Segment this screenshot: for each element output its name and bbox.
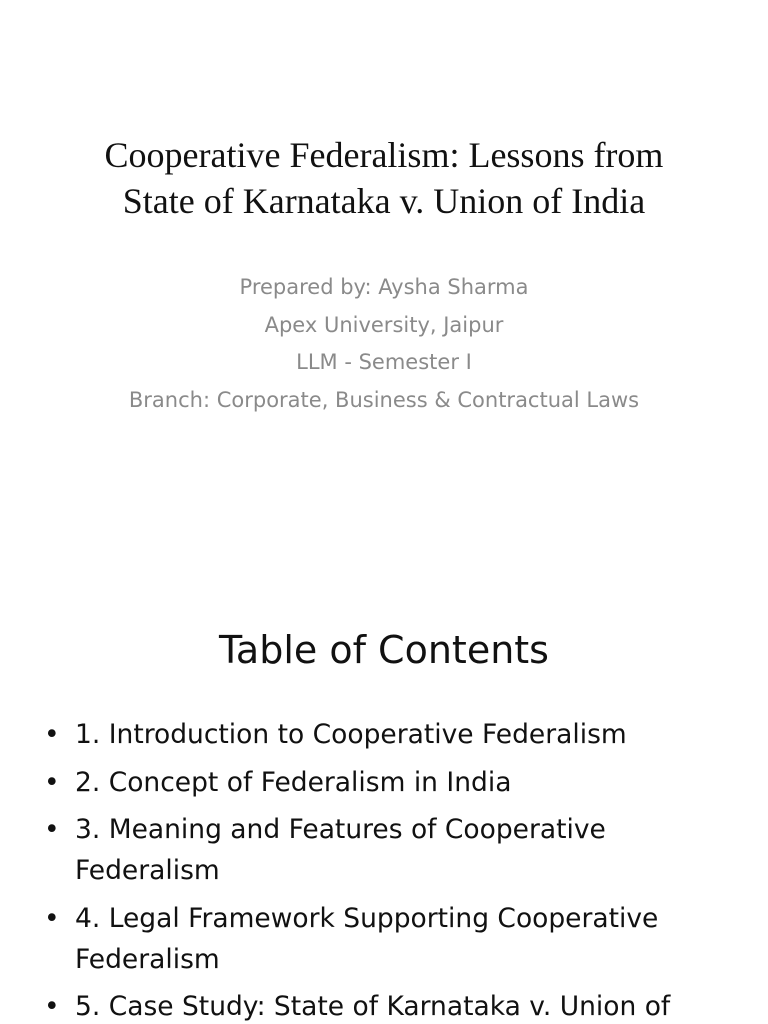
bullet-icon: • — [44, 814, 60, 845]
slide-title-line: Cooperative Federalism: Lessons from — [104, 135, 664, 175]
toc-item-text: 2. Concept of Federalism in India — [75, 766, 512, 798]
bullet-icon: • — [44, 991, 60, 1022]
toc-item — [40, 809, 730, 891]
program-line: LLM - Semester I — [296, 350, 472, 374]
branch-line: Branch: Corporate, Business & Contractual Laws — [128, 387, 640, 412]
bullet-icon: • — [44, 766, 60, 798]
toc-item — [40, 762, 730, 803]
author-line: Prepared by: Aysha Sharma — [239, 275, 529, 299]
toc-heading: Table of Contents — [219, 628, 549, 672]
toc-item-text: 3. Meaning and Features of Cooperative Federalism — [75, 814, 606, 886]
toc-slide — [0, 576, 768, 1024]
toc-item-text: 1. Introduction to Cooperative Federalism — [75, 719, 627, 750]
toc-item — [40, 714, 730, 755]
slide-title-line: State of Karnataka v. Union of India — [122, 181, 646, 221]
university-line: Apex University, Jaipur — [264, 312, 504, 337]
bullet-icon: • — [44, 719, 60, 750]
toc-item — [40, 986, 730, 1024]
toc-list — [40, 714, 730, 1024]
toc-item-text: 4. Legal Framework Supporting Cooperative Federalism — [75, 902, 659, 975]
toc-item — [40, 898, 730, 980]
toc-item-text: 5. Case Study: State of Karnataka v. Union of — [75, 991, 671, 1022]
bullet-icon: • — [44, 902, 60, 934]
slide-subtitle — [0, 269, 768, 419]
slide-title — [0, 132, 768, 224]
